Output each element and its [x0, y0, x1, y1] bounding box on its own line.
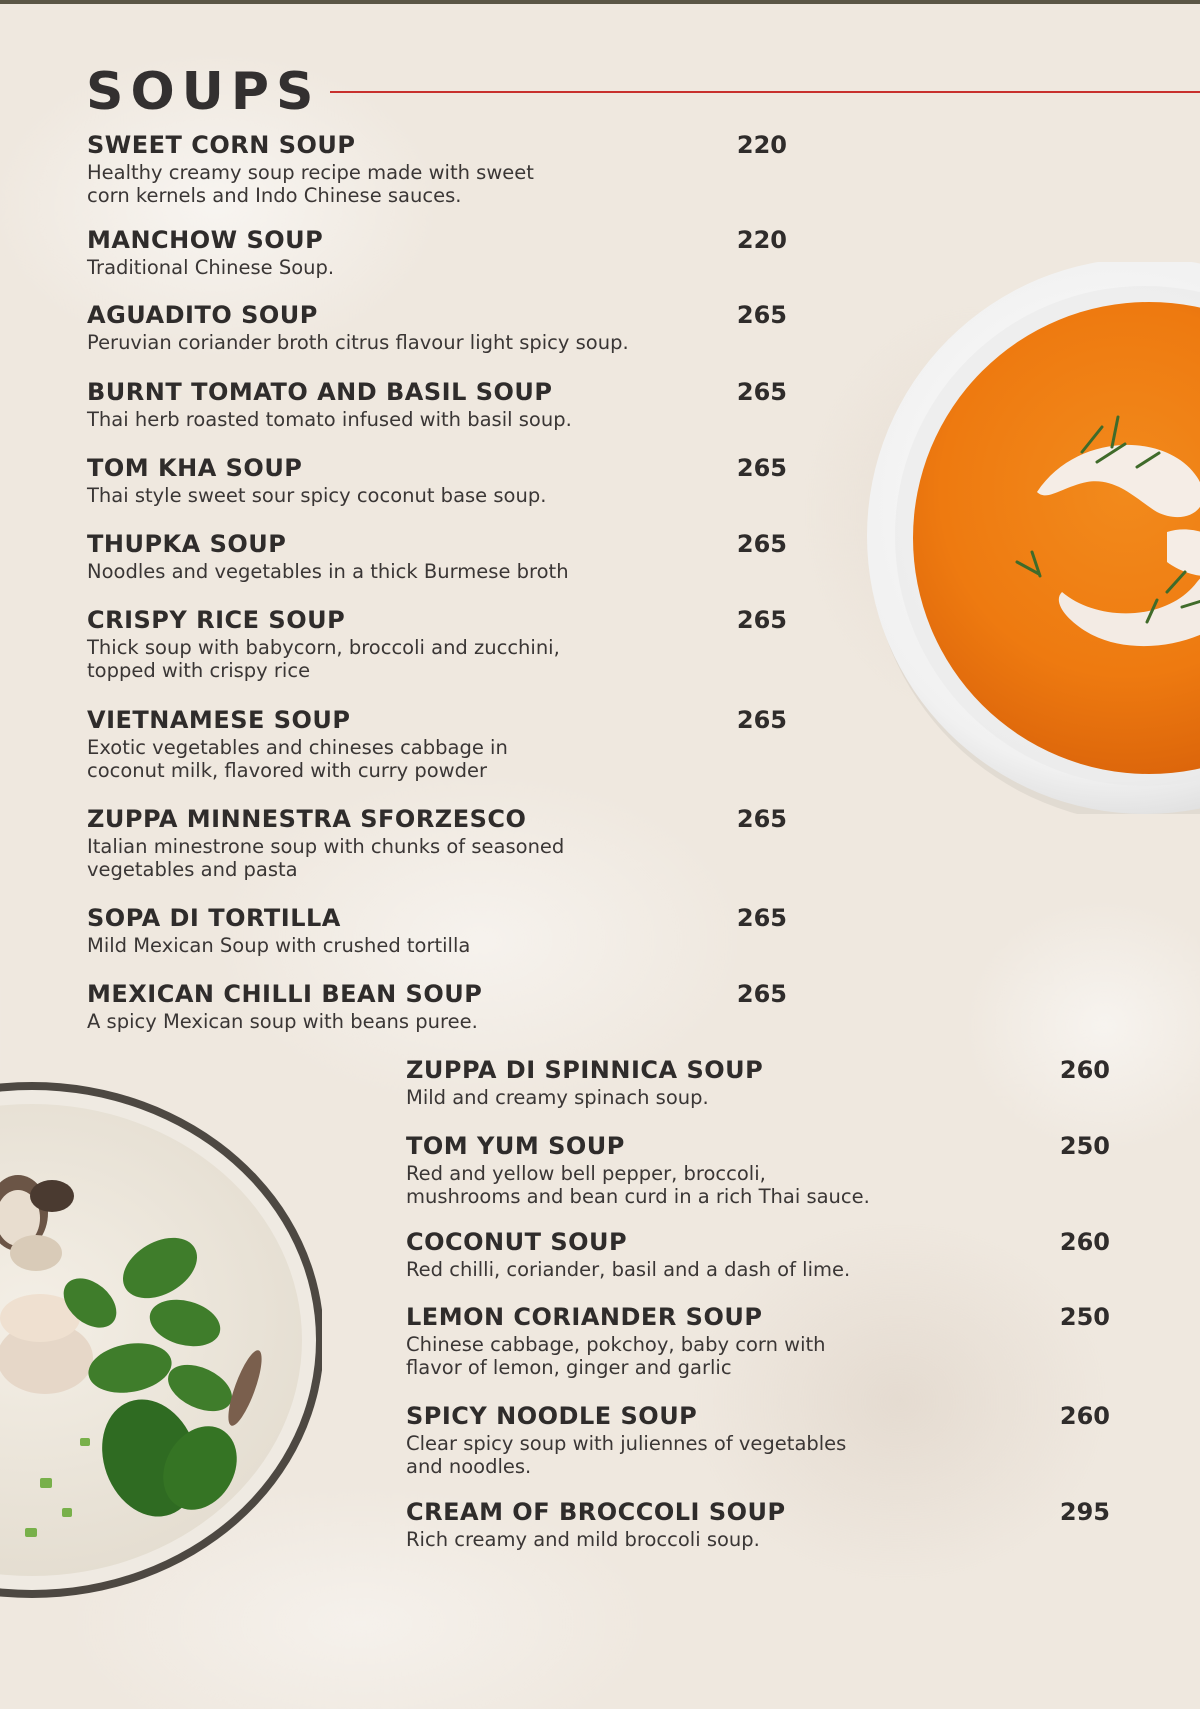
menu-item-price: 265 [736, 706, 787, 734]
menu-item-name: CREAM OF BROCCOLI SOUP [406, 1498, 786, 1526]
menu-item-price: 260 [1059, 1402, 1110, 1430]
menu-item [406, 1401, 1110, 1478]
menu-item-price: 265 [736, 904, 787, 932]
menu-item-name: ZUPPA DI SPINNICA SOUP [406, 1056, 764, 1084]
menu-item-name: BURNT TOMATO AND BASIL SOUP [87, 378, 553, 406]
menu-item-price: 260 [1059, 1056, 1110, 1084]
menu-item-price: 260 [1059, 1228, 1110, 1256]
menu-item-description: Red chilli, coriander, basil and a dash of lime. [406, 1258, 851, 1281]
menu-item-description: Peruvian coriander broth citrus flavour light spicy soup. [87, 331, 629, 354]
menu-item-price: 220 [736, 131, 787, 159]
menu-item-description: A spicy Mexican soup with beans puree. [87, 1010, 478, 1033]
menu-item-description: Mild Mexican Soup with crushed tortilla [87, 934, 471, 957]
menu-item [406, 1302, 1110, 1379]
menu-item [87, 903, 787, 957]
menu-item-name: TOM KHA SOUP [87, 454, 303, 482]
menu-item-description: Thai herb roasted tomato infused with basil soup. [87, 408, 572, 431]
menu-item-description: Chinese cabbage, pokchoy, baby corn with flavor of lemon, ginger and garlic [406, 1333, 826, 1379]
menu-item [87, 300, 787, 354]
menu-item-description: Red and yellow bell pepper, broccoli, mushrooms and bean curd in a rich Thai sauce. [406, 1162, 870, 1208]
menu-item-price: 220 [736, 226, 787, 254]
menu-item-name: MEXICAN CHILLI BEAN SOUP [87, 980, 483, 1008]
menu-item-name: LEMON CORIANDER SOUP [406, 1303, 763, 1331]
menu-item-name: COCONUT SOUP [406, 1228, 628, 1256]
menu-item [87, 453, 787, 507]
menu-item [406, 1055, 1110, 1109]
menu-item-description: Exotic vegetables and chineses cabbage in coconut milk, flavored with curry powder [87, 736, 508, 782]
menu-item [406, 1227, 1110, 1281]
menu-item-price: 265 [736, 805, 787, 833]
menu-item-name: ZUPPA MINNESTRA SFORZESCO [87, 805, 527, 833]
menu-item-price: 250 [1059, 1303, 1110, 1331]
menu-item-description: Traditional Chinese Soup. [87, 256, 335, 279]
menu-item-name: MANCHOW SOUP [87, 226, 324, 254]
menu-item [87, 979, 787, 1033]
menu-item [87, 705, 787, 782]
menu-item-price: 265 [736, 530, 787, 558]
menu-item-name: SOPA DI TORTILLA [87, 904, 341, 932]
menu-item-price: 265 [736, 378, 787, 406]
menu-item [87, 377, 787, 431]
menu-item [87, 804, 787, 881]
menu-item [87, 130, 787, 207]
menu-item-name: VIETNAMESE SOUP [87, 706, 351, 734]
menu-item-price: 265 [736, 606, 787, 634]
menu-item-description: Rich creamy and mild broccoli soup. [406, 1528, 760, 1551]
menu-item-description: Noodles and vegetables in a thick Burmese broth [87, 560, 569, 583]
menu-item [406, 1497, 1110, 1551]
menu-item [87, 225, 787, 279]
menu-item-description: Mild and creamy spinach soup. [406, 1086, 709, 1109]
menu-item-description: Thick soup with babycorn, broccoli and zucchini, topped with crispy rice [87, 636, 560, 682]
menu-item-name: TOM YUM SOUP [406, 1132, 625, 1160]
menu-item [406, 1131, 1110, 1208]
menu-item-description: Clear spicy soup with juliennes of vegetables and noodles. [406, 1432, 847, 1478]
menu-item-name: CRISPY RICE SOUP [87, 606, 346, 634]
menu-item-price: 265 [736, 301, 787, 329]
menu-item-price: 250 [1059, 1132, 1110, 1160]
menu-item-price: 265 [736, 980, 787, 1008]
page-title: SOUPS [86, 62, 321, 122]
menu-item [87, 605, 787, 682]
menu-item-name: SPICY NOODLE SOUP [406, 1402, 698, 1430]
menu-item-description: Healthy creamy soup recipe made with sweet corn kernels and Indo Chinese sauces. [87, 161, 534, 207]
menu-item-description: Italian minestrone soup with chunks of seasoned vegetables and pasta [87, 835, 565, 881]
menu-item-description: Thai style sweet sour spicy coconut base soup. [87, 484, 547, 507]
menu-item [87, 529, 787, 583]
menu-item-price: 265 [736, 454, 787, 482]
menu-item-name: AGUADITO SOUP [87, 301, 318, 329]
menu-item-price: 295 [1059, 1498, 1110, 1526]
menu-item-name: THUPKA SOUP [87, 530, 287, 558]
menu-item-name: SWEET CORN SOUP [87, 131, 356, 159]
